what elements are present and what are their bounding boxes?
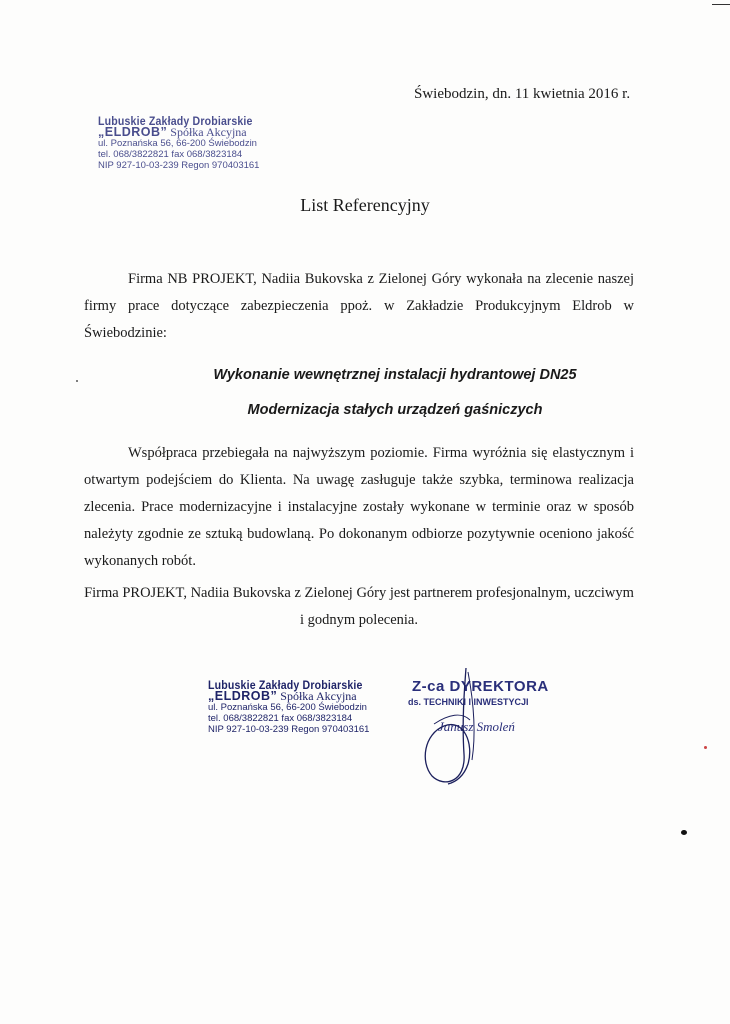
stamp-address: ul. Poznańska 56, 66-200 Świebodzin — [208, 702, 367, 713]
page-corner-line — [712, 4, 730, 5]
ink-dot — [681, 830, 687, 835]
ink-dot — [76, 380, 78, 382]
company-stamp-top — [98, 116, 274, 171]
stamp-brand: „ELDROB” — [208, 689, 278, 703]
letter-title: List Referencyjny — [300, 195, 430, 215]
work-item-2: Modernizacja stałych urządzeń gaśniczych — [247, 402, 543, 418]
stamp-company-name — [98, 127, 274, 138]
stamp-nip: NIP 927-10-03-239 Regon 970403161 — [208, 724, 370, 735]
work-item-1: Wykonanie wewnętrznej instalacji hydrantowej DN25 — [213, 367, 577, 383]
stamp-brand: „ELDROB” — [98, 125, 168, 139]
signature-role: Z-ca DYREKTORA — [412, 678, 549, 695]
stamp-phone: tel. 068/3822821 fax 068/3823184 — [98, 149, 243, 160]
company-stamp-bottom — [208, 680, 384, 735]
stamp-company-name — [208, 691, 384, 702]
signature-person: Janusz Smoleń — [438, 719, 515, 734]
stamp-nip: NIP 927-10-03-239 Regon 970403161 — [98, 160, 260, 171]
stamp-address: ul. Poznańska 56, 66-200 Świebodzin — [98, 138, 257, 149]
stamp-phone: tel. 068/3822821 fax 068/3823184 — [208, 713, 353, 724]
director-signature-stamp — [404, 664, 554, 794]
stamp-company-type: Spółka Akcyjna — [167, 125, 247, 139]
signature-department: ds. TECHNIKI I INWESTYCJI — [408, 697, 529, 707]
letter-date: Świebodzin, dn. 11 kwietnia 2016 r. — [414, 86, 631, 102]
recommendation-paragraph: Firma PROJEKT, Nadiia Bukovska z Zielonej Góry jest partnerem profesjonalnym, uczciwym i godnym polecenia. — [84, 585, 634, 628]
stamp-company-type: Spółka Akcyjna — [277, 689, 357, 703]
stamp-company-line: Lubuskie Zakłady Drobiarskie — [98, 114, 253, 128]
cooperation-paragraph: Współpraca przebiegała na najwyższym poziomie. Firma wyróżnia się elastycznym i otwartym podejściem do Klienta. Na uwagę zasługuje także szybka, terminowa realizacja zlecenia. Prace modernizacyjne i instalacyjne zostały wykonane w terminie oraz w sposób należyty zgodnie ze sztuką budowlaną. Po dokonanym odbiorze pozytywnie oceniono jakość wykonanych robót. — [84, 445, 634, 569]
handwritten-signature — [404, 664, 554, 794]
ink-dot — [704, 746, 707, 749]
intro-paragraph: Firma NB PROJEKT, Nadiia Bukovska z Zielonej Góry wykonała na zlecenie naszej firmy prace dotyczące zabezpieczenia ppoż. w Zakładzie Produkcyjnym Eldrob w Świebodzinie: — [84, 271, 634, 341]
stamp-company-line: Lubuskie Zakłady Drobiarskie — [208, 678, 363, 692]
